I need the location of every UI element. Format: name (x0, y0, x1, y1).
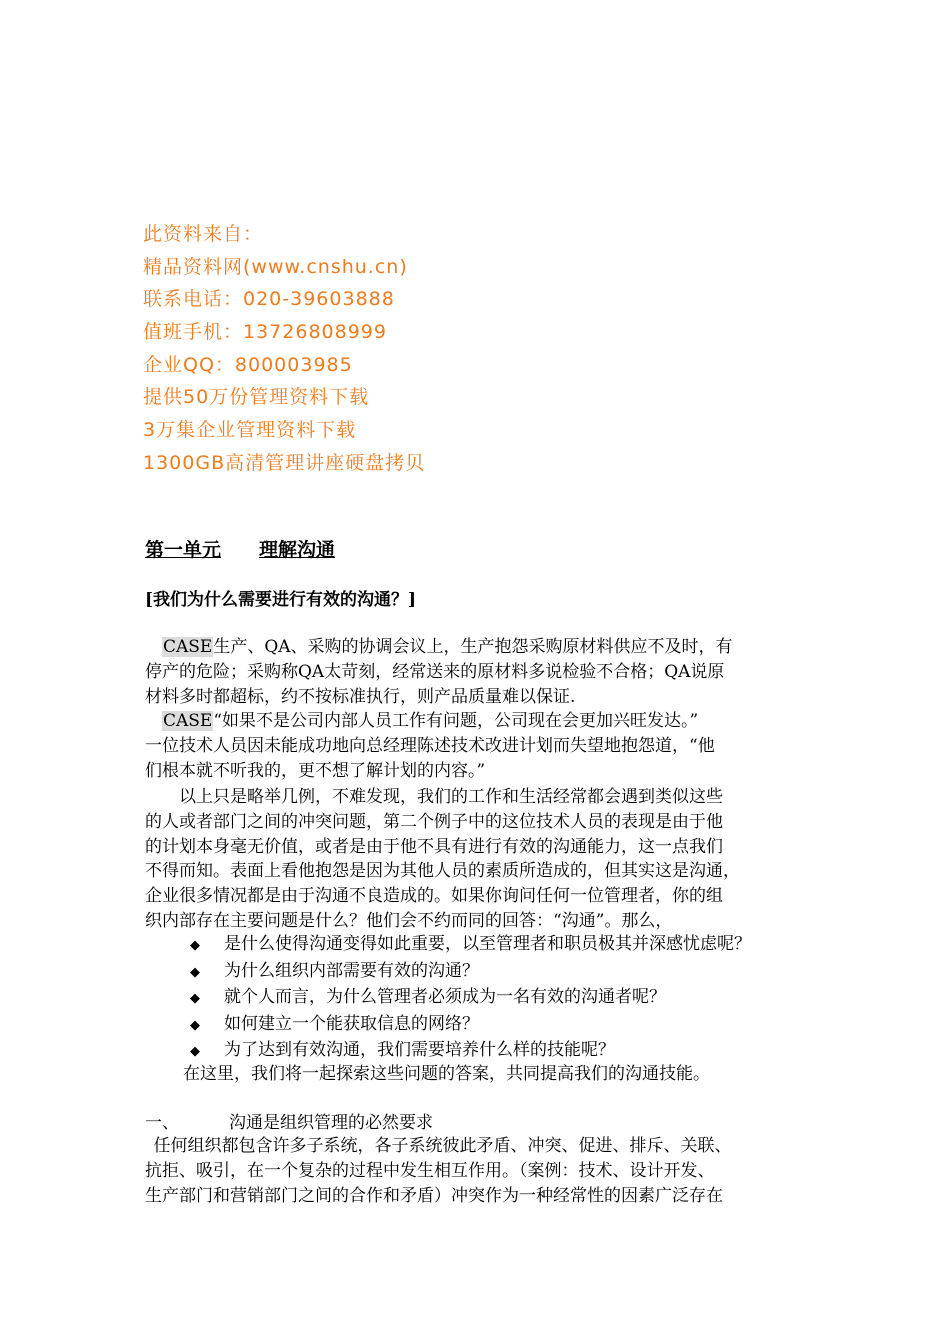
diamond-bullet-icon: ◆ (190, 1017, 200, 1033)
paragraph-line: 不得而知。表面上看他抱怨是因为其他人员的素质所造成的，但其实这是沟通， (145, 861, 740, 882)
unit-number: 第一单元 (145, 539, 222, 561)
list-item: ◆ 为什么组织内部需要有效的沟通？ (190, 959, 751, 986)
paragraph-line: 以上只是略举几例，不难发现，我们的工作和生活经常都会遇到类似这些 (179, 787, 723, 807)
ad-line: 提供50万份管理资料下载 (143, 386, 370, 409)
diamond-bullet-icon: ◆ (190, 938, 200, 953)
list-item: ◆ 如何建立一个能获取信息的网络？ (190, 1012, 751, 1039)
diamond-bullet-icon: ◆ (190, 964, 200, 980)
body-paragraph (145, 785, 805, 934)
paragraph-line: 的计划本身毫无价值，或者是由于他不具有进行有效的沟通能力，这一点我们 (145, 836, 723, 857)
diamond-bullet-icon: ◆ (190, 1044, 200, 1060)
paragraph-line: 织内部存在主要问题是什么？他们会不约而同的回答：“沟通”。那么， (145, 910, 673, 931)
case-tag: CASE (163, 637, 213, 657)
case-paragraph-2 (145, 709, 805, 783)
paragraph-line: 抗拒、吸引，在一个复杂的过程中发生相互作用。（案例：技术、设计开发、 (145, 1160, 715, 1181)
ad-line: 3万集企业管理资料下载 (143, 419, 357, 442)
diamond-bullet-icon: ◆ (190, 991, 200, 1007)
ad-line: 此资料来自： (143, 223, 264, 245)
paragraph-line: 企业很多情况都是由于沟通不良造成的。如果你询问任何一位管理者，你的组 (145, 886, 723, 907)
section-number: 一、 (145, 1113, 179, 1133)
case-line-2: 停产的危险；采购称QA太苛刻，经常送来的原材料多说检验不合格；QA说原 (145, 661, 725, 682)
question-heading: [我们为什么需要进行有效的沟通？] (145, 590, 417, 610)
ad-line: 企业QQ：800003985 (143, 353, 353, 376)
closing-sentence: 在这里，我们将一起探索这些问题的答案，共同提高我们的沟通技能。 (183, 1064, 710, 1084)
case-line-1: CASE生产、QA、采购的协调会议上，生产抱怨采购原材料供应不及时，有 (163, 637, 733, 657)
section-heading (145, 1108, 433, 1133)
question-list (190, 932, 751, 1065)
source-ad-block (143, 218, 425, 480)
ad-line: 精品资料网(www.cnshu.cn) (143, 255, 408, 278)
ad-line: 联系电话：020-39603888 (143, 288, 395, 311)
case-line-1: CASE“如果不是公司内部人员工作有问题，公司现在会更加兴旺发达。” (163, 711, 699, 731)
ad-line: 值班手机：13726808999 (143, 321, 387, 344)
case-line-3: 材料多时都超标，约不按标准执行，则产品质量难以保证. (145, 686, 576, 707)
paragraph-line: 生产部门和营销部门之间的合作和矛盾）冲突作为一种经常性的因素广泛存在 (145, 1185, 723, 1206)
section-title: 沟通是组织管理的必然要求 (229, 1113, 433, 1133)
ad-line: 1300GB高清管理讲座硬盘拷贝 (143, 451, 426, 474)
case-tag: CASE (163, 711, 213, 731)
case-line-2: 一位技术人员因未能成功地向总经理陈述技术改进计划而失望地抱怨道，“他 (145, 735, 715, 756)
paragraph-line: 的人或者部门之间的冲突问题，第二个例子中的这位技术人员的表现是由于他 (145, 811, 723, 832)
list-item: ◆ 是什么使得沟通变得如此重要，以至管理者和职员极其并深感忧虑呢？ (190, 932, 751, 959)
case-paragraph-1 (145, 635, 805, 709)
case-line-3: 们根本就不听我的，更不想了解计划的内容。” (145, 760, 486, 781)
list-item: ◆ 为了达到有效沟通，我们需要培养什么样的技能呢？ (190, 1038, 751, 1065)
section-paragraph (145, 1134, 805, 1208)
unit-name: 理解沟通 (259, 539, 336, 561)
paragraph-line: 任何组织都包含许多子系统，各子系统彼此矛盾、冲突、促进、排斥、关联、 (153, 1136, 732, 1156)
list-item: ◆ 就个人而言，为什么管理者必须成为一名有效的沟通者呢？ (190, 985, 751, 1012)
unit-heading (145, 535, 335, 562)
